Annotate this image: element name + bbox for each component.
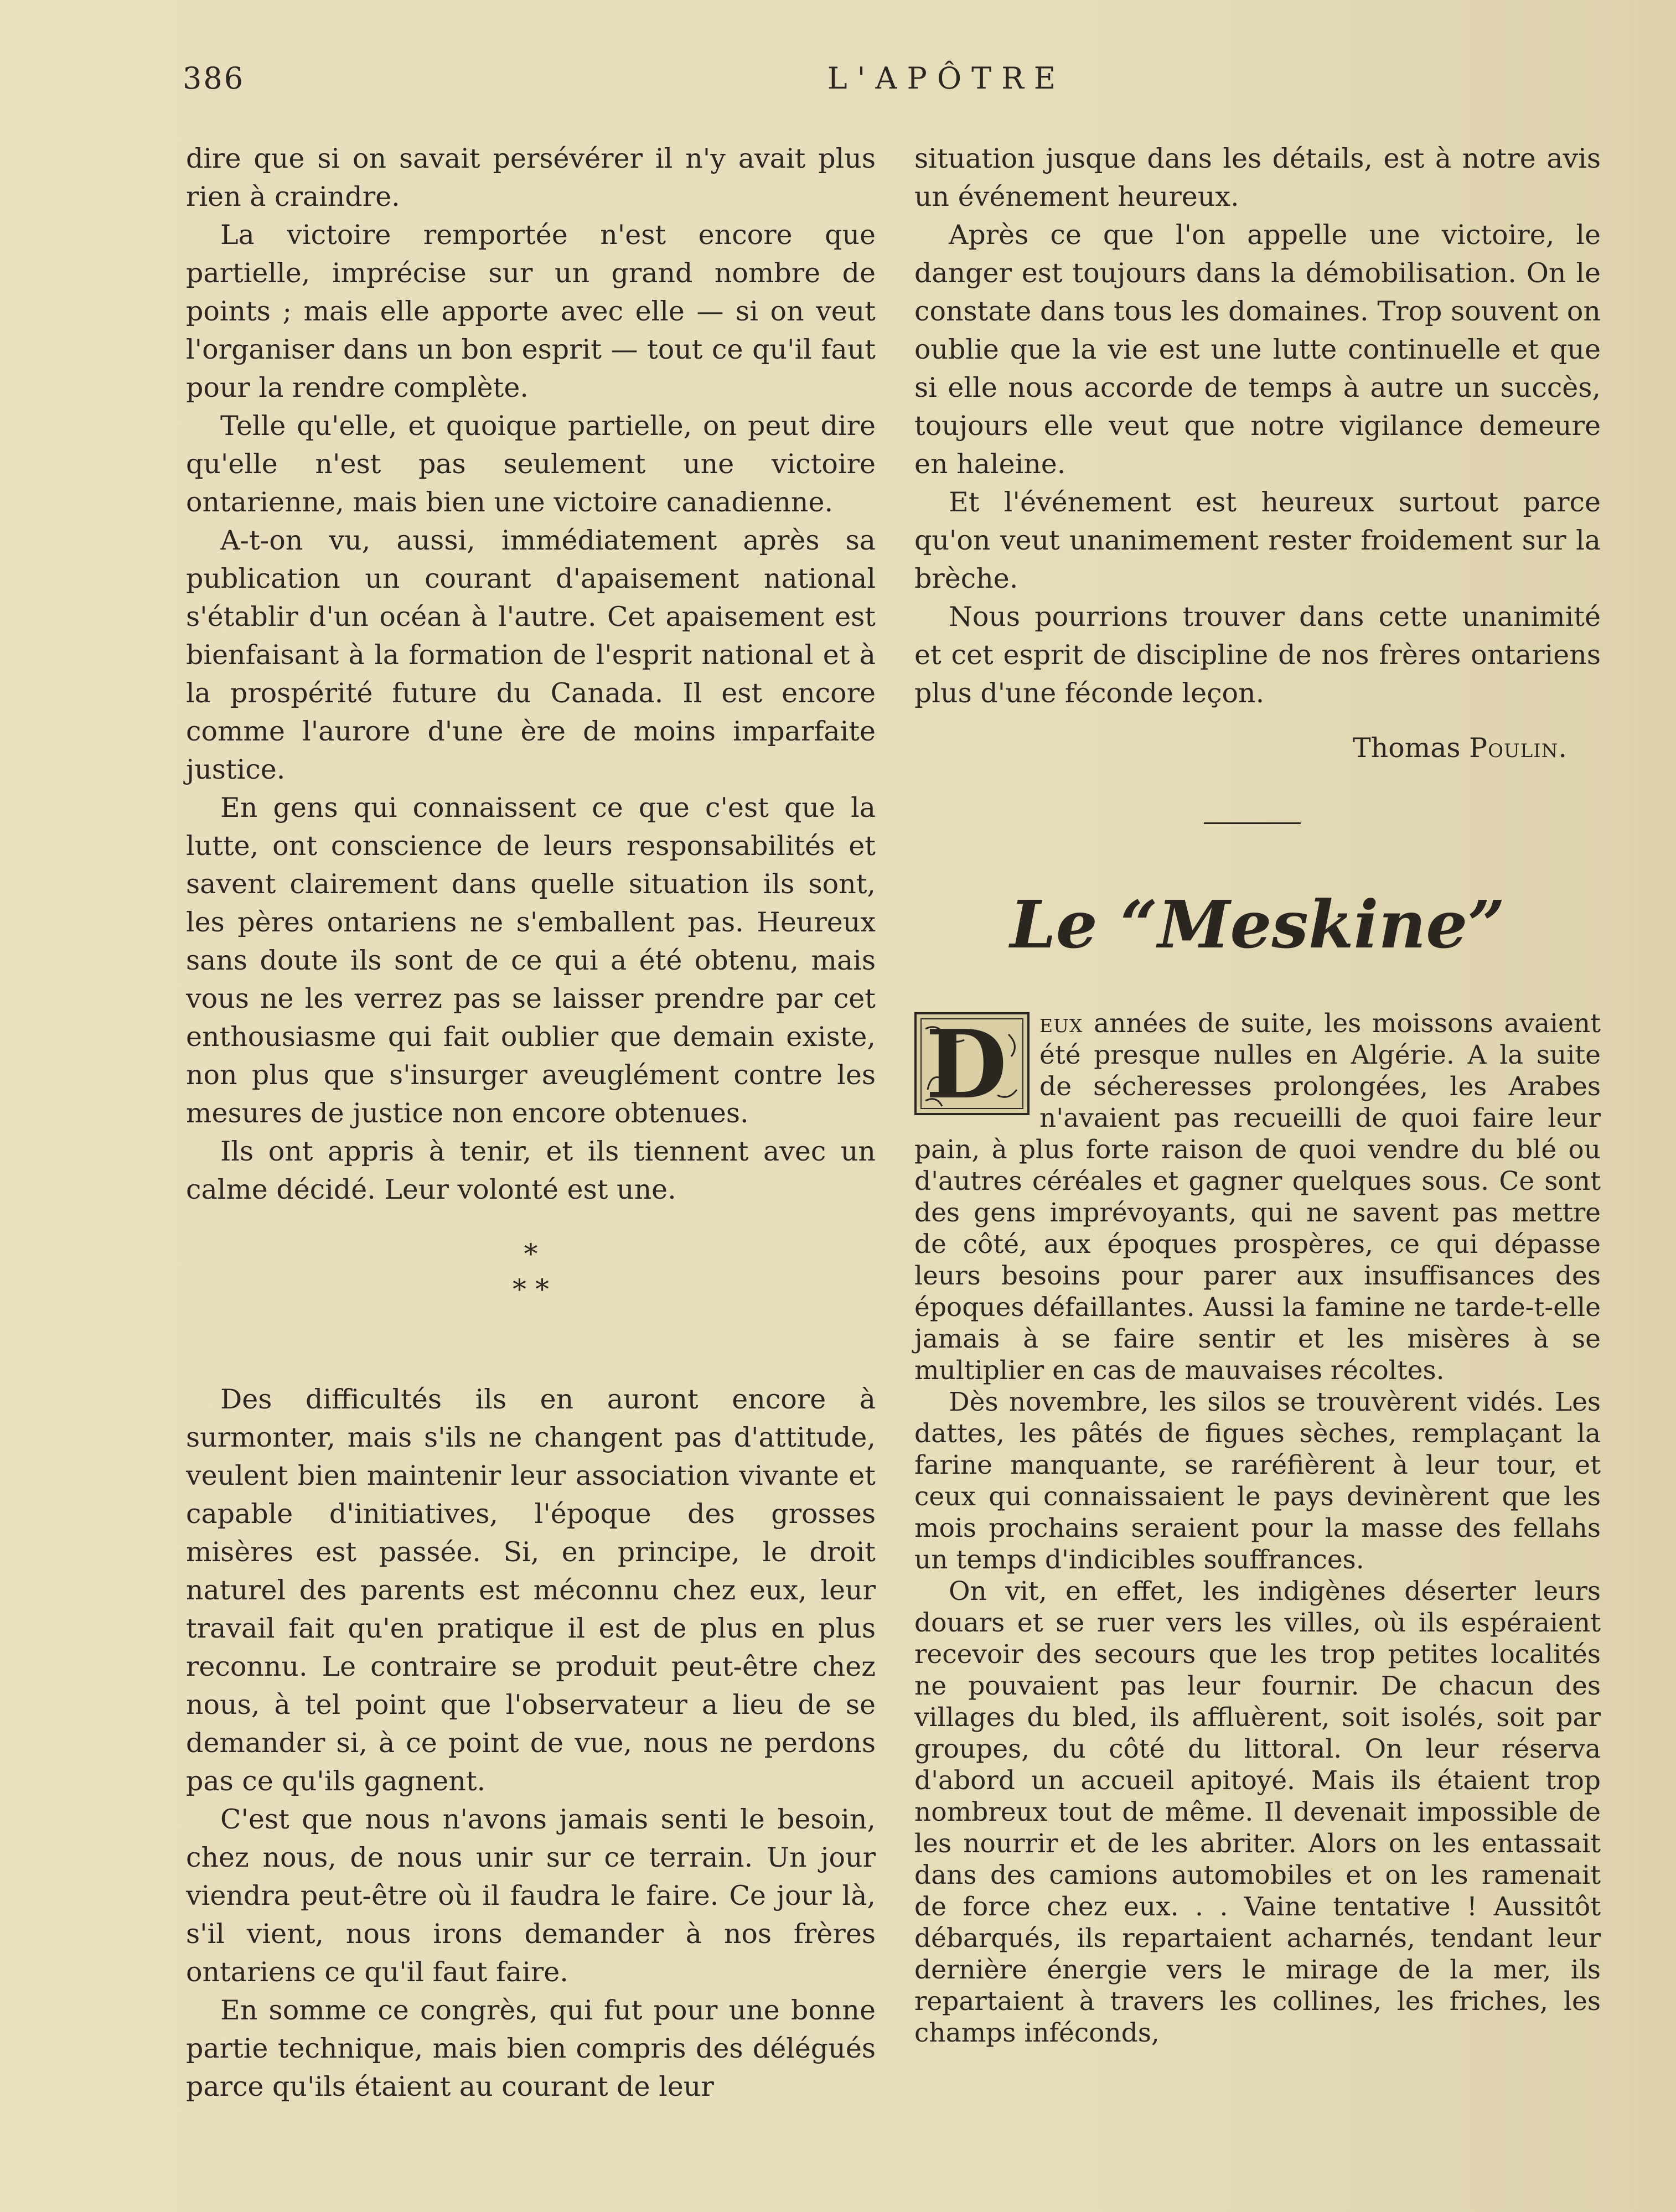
paragraph: Telle qu'elle, et quoique partielle, on peut dire qu'elle n'est pas seulement une victoire ontarienne, mais bien une victoire canadienne. bbox=[186, 410, 876, 518]
article-first-paragraph bbox=[914, 1008, 1601, 1386]
ornamental-dropcap-icon bbox=[914, 1009, 1030, 1120]
paragraph: En somme ce congrès, qui fut pour une bonne partie technique, mais bien compris des délégués parce qu'ils étaient au courant de leur bbox=[186, 1995, 876, 2102]
paragraph: La victoire remportée n'est encore que partielle, imprécise sur un grand nombre de points ; mais elle apporte avec elle — si on veut l'organiser dans un bon esprit — tout ce qu'il faut pour la rendre complète. bbox=[186, 219, 876, 403]
author-first-name: Thomas bbox=[1353, 732, 1461, 764]
paragraph: On vit, en effet, les indigènes déserter leurs douars et se ruer vers les villes, où ils espéraient recevoir des secours que les trop petites localités ne pouvaient pas leur fournir. De chacun des villages du bled, ils affluèrent, soit isolés, soit par groupes, du côté du littoral. On leur réserva d'abord un accueil apitoyé. Mais ils étaient trop nombreux tout de même. Il devenait impossible de les nourrir et de les abriter. Alors on les entassait dans des camions automobiles et on les ramenait de force chez eux. . . Vaine tentative ! Aussitôt débarqués, ils repartaient acharnés, tendant leur dernière énergie vers le mirage de la mer, ils repartaient à travers les collines, les friches, les champs inféconds, bbox=[914, 1576, 1601, 2048]
paragraph: Dès novembre, les silos se trouvèrent vidés. Les dattes, les pâtés de figues sèches, remplaçant la farine manquante, se raréfièrent à leur tour, et ceux qui connaissaient le pays devinèrent que les mois prochains seraient pour la masse des fellahs un temps d'indicibles souffrances. bbox=[914, 1387, 1601, 1575]
running-title: L'APÔTRE bbox=[827, 61, 1066, 96]
paragraph: En gens qui connaissent ce que c'est que la lutte, ont conscience de leurs responsabilités et savent clairement dans quelle situation ils sont, les pères ontariens ne s'emballent pas. Heureux sans doute ils sont de ce qui a été obtenu, mais vous ne les verrez pas se laisser prendre par cet enthousiasme qui fait oublier que demain existe, non plus que s'insurger aveuglément contre les mesures de justice non encore obtenues. bbox=[186, 792, 876, 1129]
paragraph: dire que si on savait persévérer il n'y avait plus rien à craindre. bbox=[186, 143, 876, 213]
paragraph: A-t-on vu, aussi, immédiatement après sa publication un courant d'apaisement national s'établir d'un océan à l'autre. Cet apaisement est bienfaisant à la formation de l'esprit national et à la prospérité future du Canada. Il est encore comme l'aurore d'une ère de moins imparfaite justice. bbox=[186, 525, 876, 785]
section-separator bbox=[186, 1236, 876, 1307]
article-first-paragraph-text: années de suite, les moissons avaient été presque nulles en Algérie. A la suite de sécheresses prolongées, les Arabes n'avaient pas recueilli de quoi faire leur pain, à plus forte raison de quoi vendre du blé ou d'autres céréales et gagner quelques sous. Ce sont des gens imprévoyants, qui ne savent pas mettre de côté, aux époques prospères, ce qui dépasse leurs besoins pour parer aux insuffisances des époques défaillantes. Aussi la famine ne tarde-t-elle jamais à se faire sentir et les misères à se multiplier en cas de mauvaises récoltes. bbox=[914, 1008, 1601, 1386]
paragraph: Et l'événement est heureux surtout parce qu'on veut unanimement rester froidement sur la brèche. bbox=[914, 486, 1601, 594]
paragraph: Après ce que l'on appelle une victoire, le danger est toujours dans la démobilisation. On le constate dans tous les domaines. Trop souvent on oublie que la vie est une lutte continuelle et que si elle nous accorde de temps à autre un succès, toujours elle veut que notre vigilance demeure en haleine. bbox=[914, 219, 1601, 480]
asterism-bottom: * * bbox=[513, 1273, 549, 1306]
asterism-top: * bbox=[524, 1238, 538, 1270]
paragraph: C'est que nous n'avons jamais senti le besoin, chez nous, de nous unir sur ce terrain. Un jour viendra peut-être où il faudra le faire. Ce jour là, s'il vient, nous irons demander à nos frères ontariens ce qu'il faut faire. bbox=[186, 1804, 876, 1988]
page-number: 386 bbox=[183, 61, 245, 96]
left-column bbox=[186, 139, 876, 2106]
author-signature bbox=[914, 729, 1568, 767]
right-column bbox=[914, 139, 1601, 2049]
paragraph: situation jusque dans les détails, est à notre avis un événement heureux. bbox=[914, 143, 1601, 213]
section-rule bbox=[1204, 822, 1301, 824]
dropcap-letter: D bbox=[925, 1009, 1007, 1120]
article-title: Le “Meskine” bbox=[1010, 886, 1506, 963]
article-body bbox=[914, 1008, 1601, 2049]
author-last-name: Poulin. bbox=[1469, 732, 1568, 764]
paragraph: Des difficultés ils en auront encore à surmonter, mais s'ils ne changent pas d'attitude, veulent bien maintenir leur association vivante et capable d'initiatives, l'époque des grosses misères est passée. Si, en principe, le droit naturel des parents est méconnu chez eux, leur travail fait qu'en pratique il est de plus en plus reconnu. Le contraire se produit peut-être chez nous, à tel point que l'observateur a lieu de se demander si, à ce point de vue, nous ne perdons pas ce qu'ils gagnent. bbox=[186, 1384, 876, 1797]
paragraph: Nous pourrions trouver dans cette unanimité et cet esprit de discipline de nos frères ontariens plus d'une féconde leçon. bbox=[914, 601, 1601, 709]
dropcap-rest: eux bbox=[1039, 1008, 1083, 1039]
page-header bbox=[183, 61, 1600, 105]
paragraph: Ils ont appris à tenir, et ils tiennent avec un calme décidé. Leur volonté est une. bbox=[186, 1136, 876, 1205]
